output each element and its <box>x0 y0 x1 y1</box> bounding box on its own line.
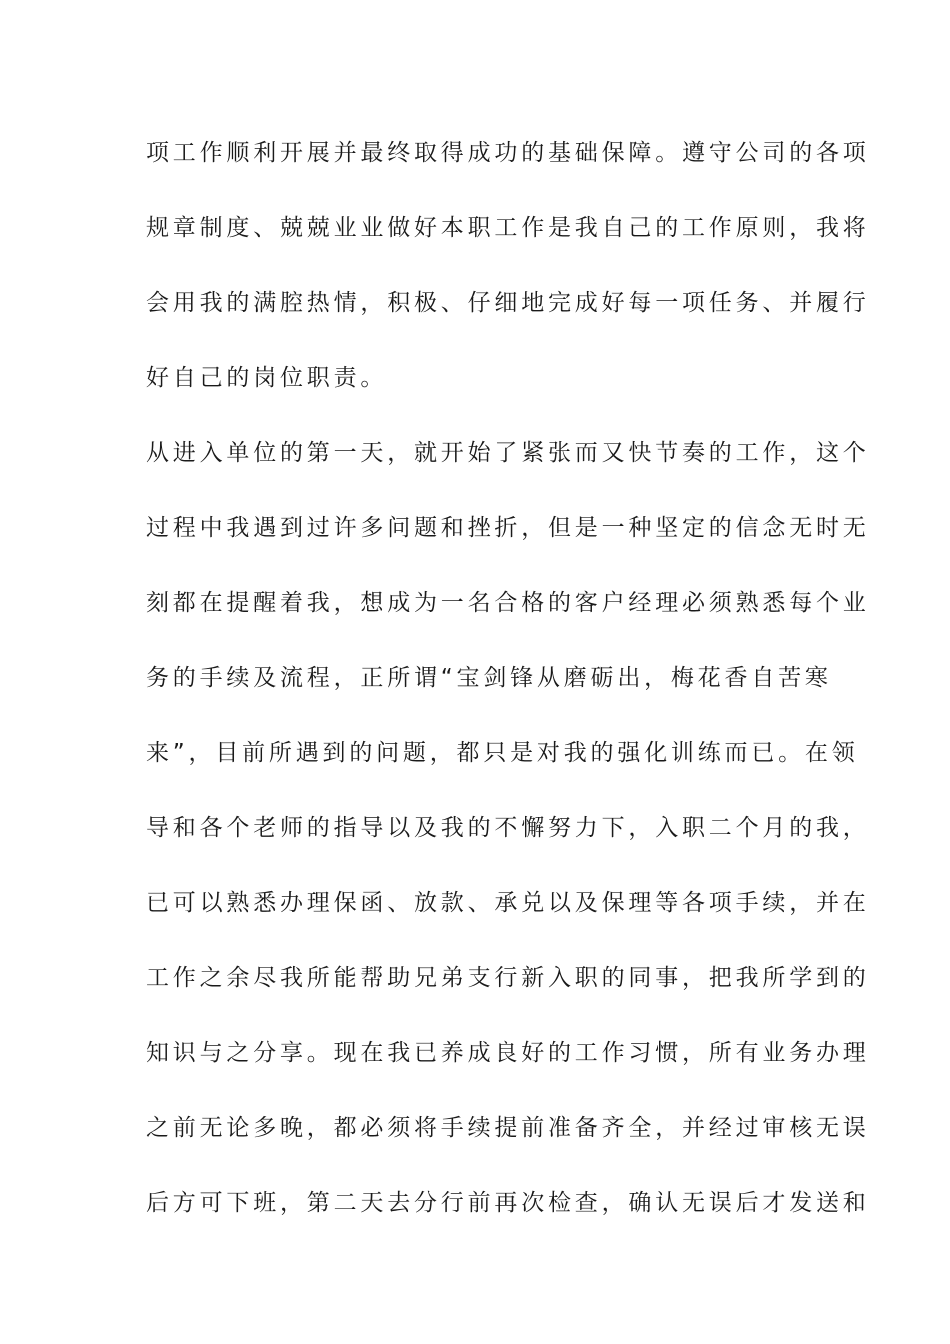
text-line: 导和各个老师的指导以及我的不懈努力下，入职二个月的我， <box>146 815 870 841</box>
text-line: 过程中我遇到过许多问题和挫折，但是一种坚定的信念无时无 <box>146 515 870 541</box>
text-line: 后方可下班，第二天去分行前再次检查，确认无误后才发送和 <box>146 1190 870 1216</box>
text-line: 会用我的满腔热情，积极、仔细地完成好每一项任务、并履行 <box>146 290 870 316</box>
text-line: 项工作顺利开展并最终取得成功的基础保障。遵守公司的各项 <box>146 140 870 166</box>
text-line: 来”，目前所遇到的问题，都只是对我的强化训练而已。在领 <box>146 740 859 766</box>
text-line: 刻都在提醒着我，想成为一名合格的客户经理必须熟悉每个业 <box>146 590 870 616</box>
text-line: 好自己的岗位职责。 <box>146 365 388 391</box>
text-line: 已可以熟悉办理保函、放款、承兑以及保理等各项手续，并在 <box>146 890 870 916</box>
text-line: 从进入单位的第一天，就开始了紧张而又快节奏的工作，这个 <box>146 440 870 466</box>
text-line: 规章制度、兢兢业业做好本职工作是我自己的工作原则，我将 <box>146 215 870 241</box>
text-line: 之前无论多晚，都必须将手续提前准备齐全，并经过审核无误 <box>146 1115 870 1141</box>
text-line: 工作之余尽我所能帮助兄弟支行新入职的同事，把我所学到的 <box>146 965 870 991</box>
body-text <box>146 130 870 1255</box>
text-line: 务的手续及流程，正所谓“宝剑锋从磨砺出，梅花香自苦寒 <box>146 665 832 691</box>
text-line: 知识与之分享。现在我已养成良好的工作习惯，所有业务办理 <box>146 1040 870 1066</box>
